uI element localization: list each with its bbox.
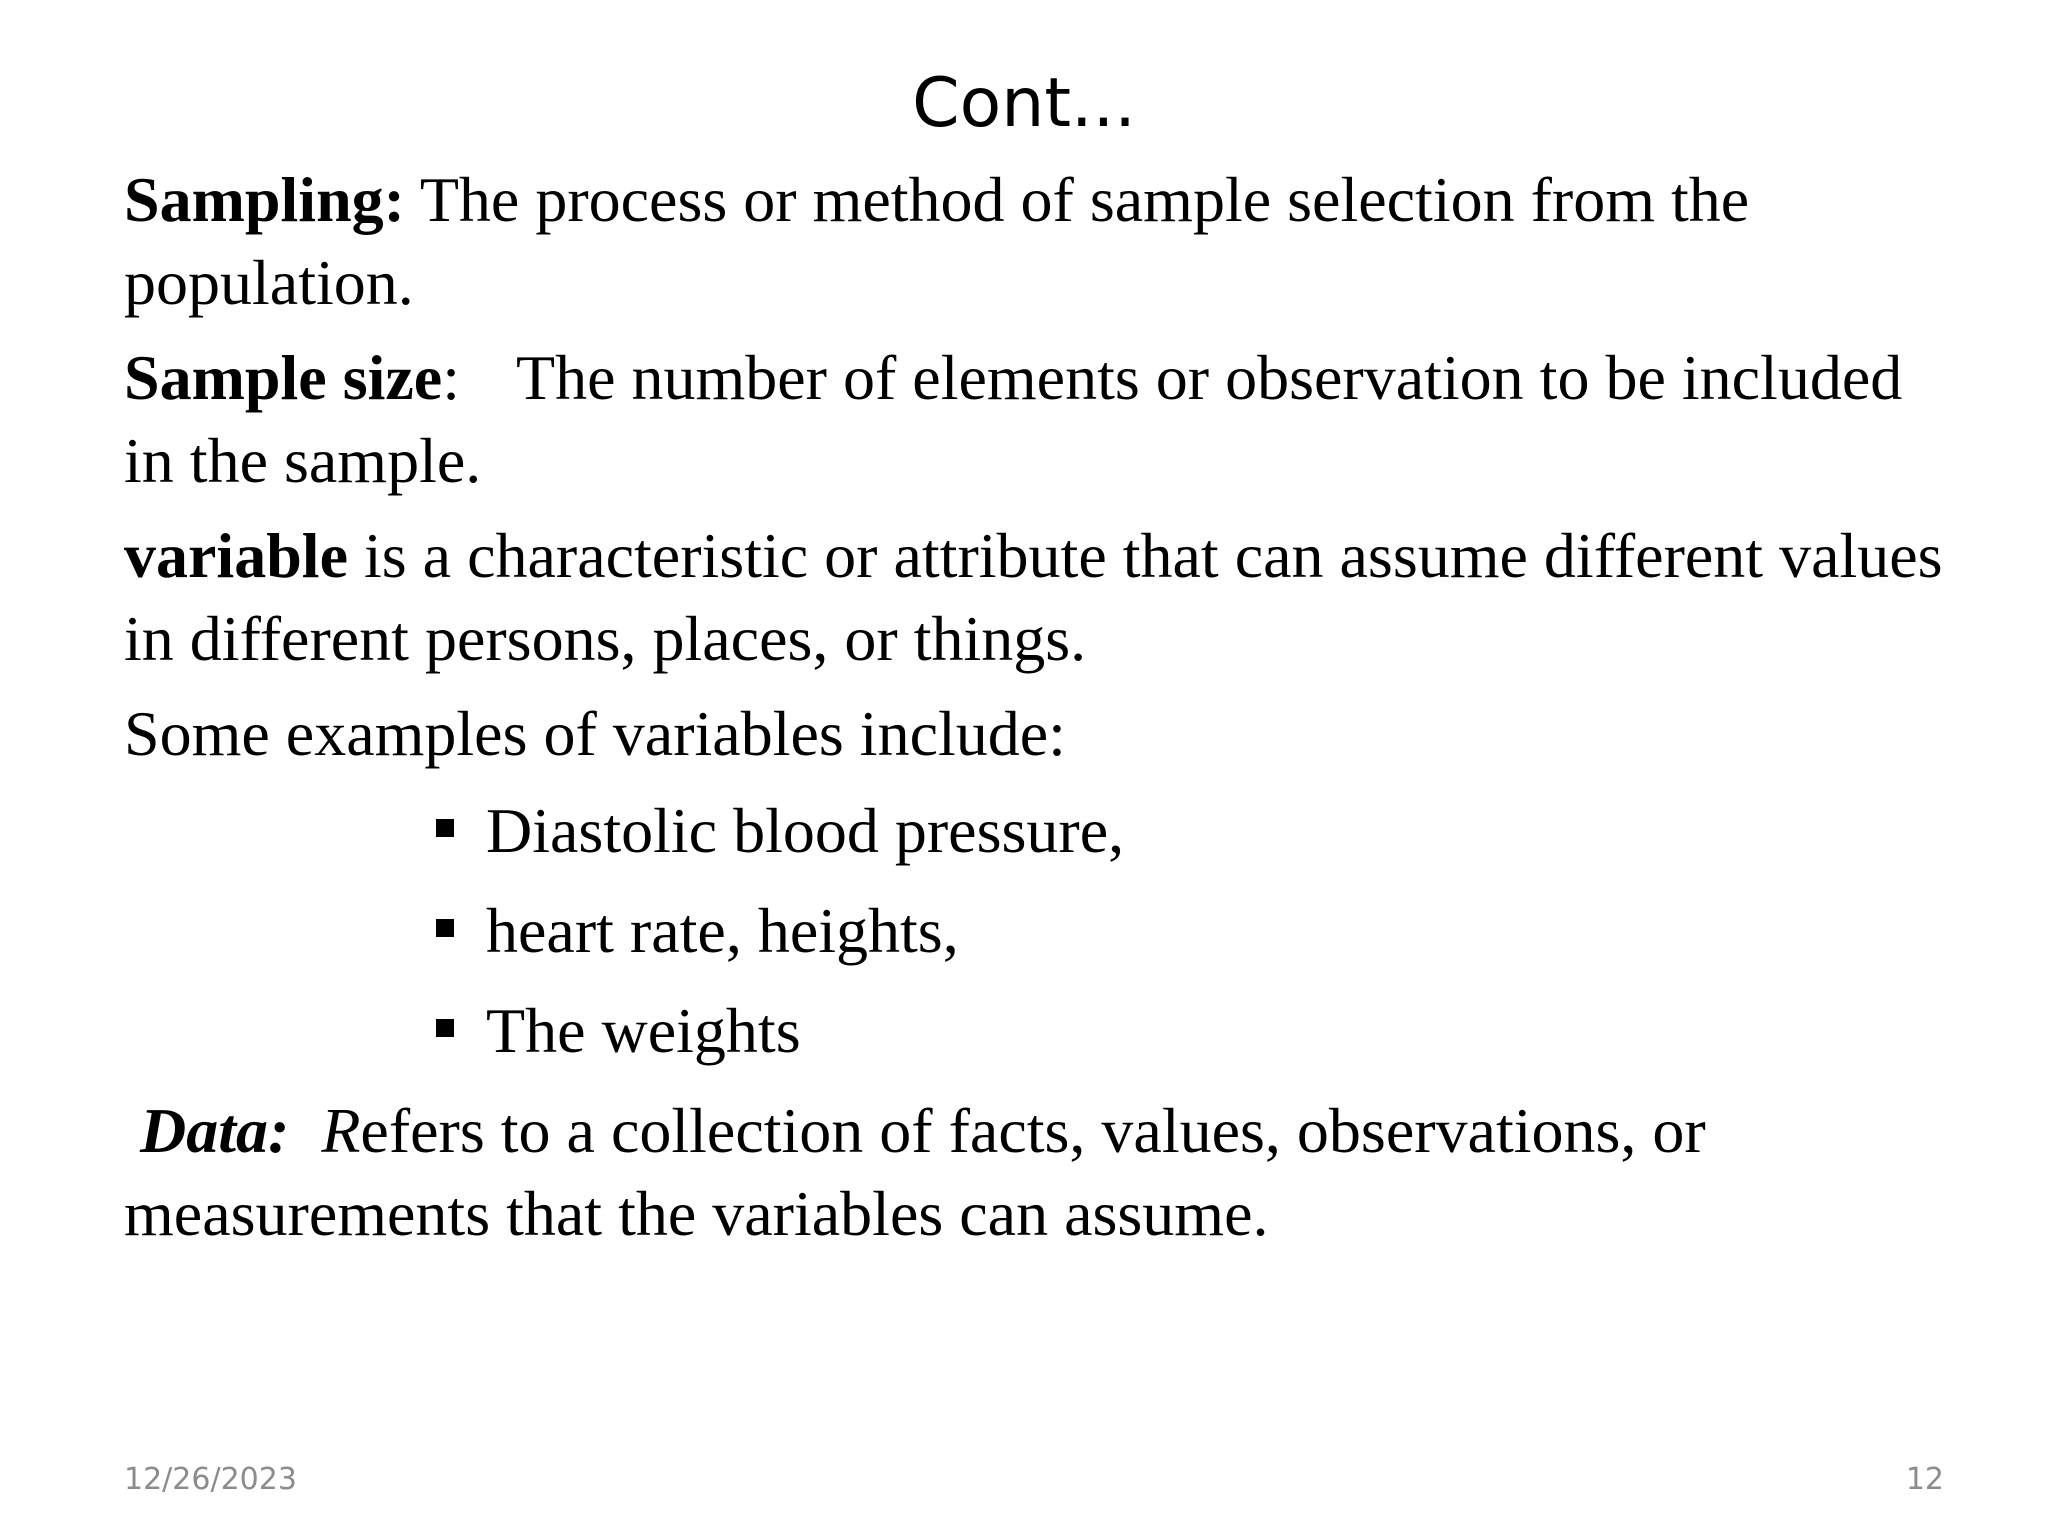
data-text: efers to a collection of facts, values, observations, or measurements that the variables can assume. (124, 1095, 1706, 1249)
sample-size-colon: : (442, 342, 460, 413)
square-bullet-icon (436, 919, 454, 937)
square-bullet-icon (436, 819, 454, 837)
list-item (436, 889, 1944, 973)
example-text: Diastolic blood pressure, (486, 795, 1125, 866)
sampling-definition (124, 158, 1944, 324)
variable-text: is a characteristic or attribute that can assume different values in different persons, places, or things. (124, 520, 1943, 674)
examples-list (124, 789, 1944, 1073)
slide-title: Cont... (912, 64, 1136, 143)
page-number: 12 (1905, 1462, 1944, 1497)
examples-intro: Some examples of variables include: (124, 698, 1066, 769)
footer-date: 12/26/2023 (124, 1462, 297, 1497)
data-term: Data: (140, 1095, 290, 1166)
sampling-term: Sampling: (124, 164, 405, 235)
sample-size-term: Sample size (124, 342, 443, 413)
sample-size-definition (124, 336, 1944, 502)
slide-body (124, 158, 1944, 1267)
data-first-letter: R (321, 1095, 361, 1166)
square-bullet-icon (436, 1019, 454, 1037)
list-item (436, 789, 1944, 873)
sampling-text: The process or method of sample selection from the population. (124, 164, 1750, 318)
data-definition (124, 1089, 1944, 1255)
example-text: heart rate, heights, (486, 895, 959, 966)
sample-size-text: The number of elements or observation to be included in the sample. (124, 342, 1903, 496)
example-text: The weights (486, 995, 801, 1066)
variable-definition (124, 514, 1944, 680)
variable-term: variable (124, 520, 348, 591)
list-item (436, 989, 1944, 1073)
